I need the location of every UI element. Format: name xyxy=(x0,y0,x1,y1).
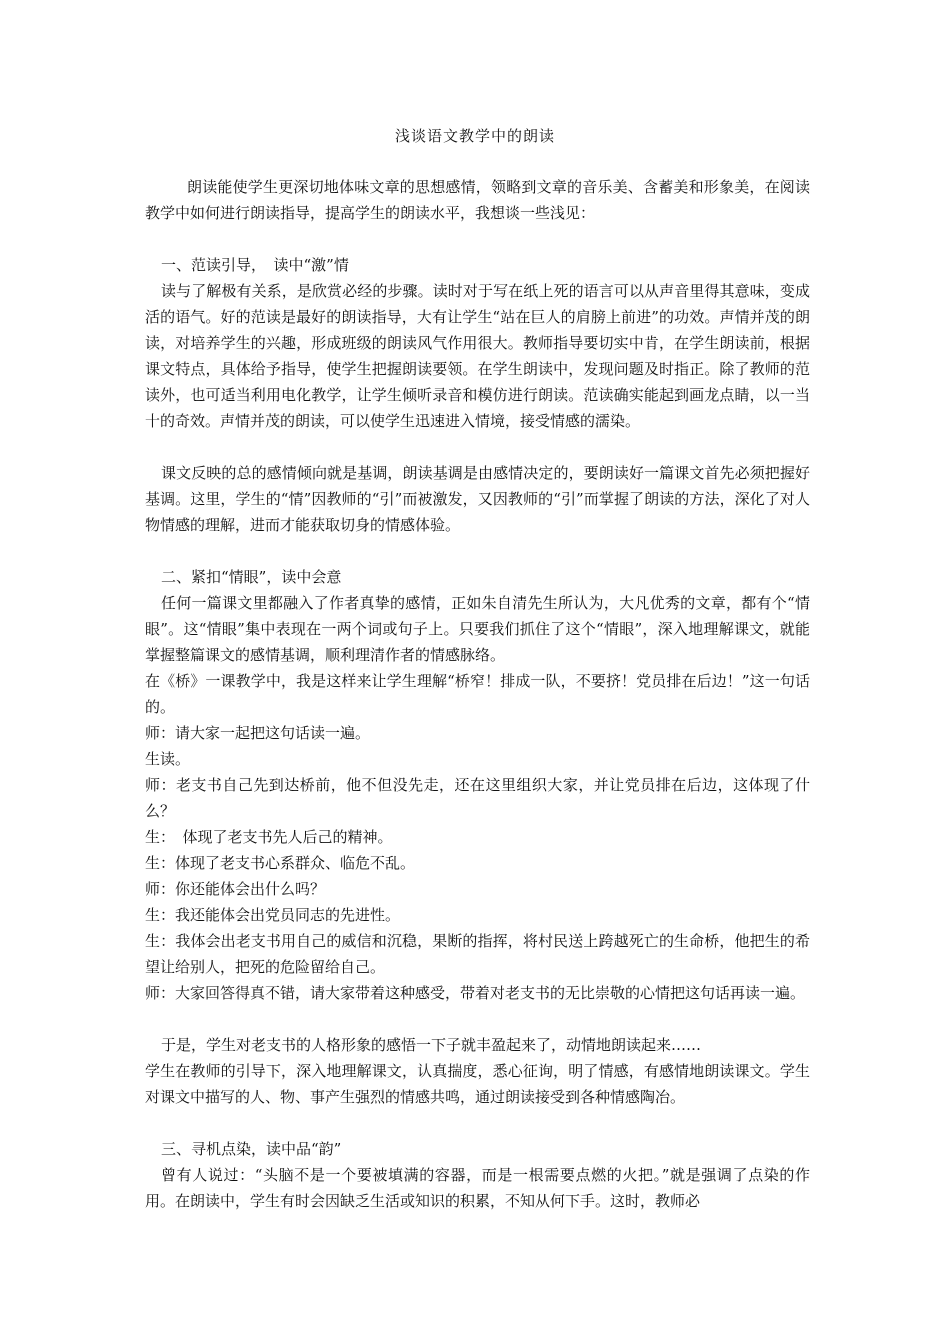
dialogue-line: 生：体现了老支书心系群众、临危不乱。 xyxy=(145,854,416,872)
dialogue-line: 师：大家回答得真不错，请大家带着这种感受，带着对老支书的无比崇敬的心情把这句话再读一遍。 xyxy=(145,984,806,1002)
spacer xyxy=(145,434,810,460)
dialogue-line: 生：我还能体会出党员同志的先进性。 xyxy=(145,906,401,924)
spacer xyxy=(145,538,810,564)
document-title: 浅谈语文教学中的朗读 xyxy=(394,127,555,145)
section3-paragraph-1: 曾有人说过：“头脑不是一个要被填满的容器，而是一根需要点燃的火把。”就是强调了点染的作用。在朗读中，学生有时会因缺乏生活或知识的积累，不知从何下手。这时，教师必 xyxy=(145,1166,810,1210)
section2-paragraph-2: 于是，学生对老支书的人格形象的感悟一下子就丰盈起来了，动情地朗读起来…… xyxy=(161,1036,702,1054)
dialogue-line: 师：你还能体会出什么吗？ xyxy=(145,880,326,898)
dialogue-line: 在《桥》一课教学中，我是这样来让学生理解“桥窄！排成一队，不要挤！党员排在后边！”这一句话的。 xyxy=(145,672,810,716)
document-body xyxy=(145,174,810,1214)
intro-paragraph: 朗读能使学生更深切地体味文章的思想感情，领略到文章的音乐美、含蓄美和形象美，在阅读教学中如何进行朗读指导，提高学生的朗读水平，我想谈一些浅见： xyxy=(145,178,810,222)
section2-paragraph-1: 任何一篇课文里都融入了作者真挚的感情，正如朱自清先生所认为，大凡优秀的文章，都有个“情眼”。这“情眼”集中表现在一两个词或句子上。只要我们抓住了这个“情眼”，深入地理解课文，就能掌握整篇课文的感情基调，顺利理清作者的情感脉络。 xyxy=(145,594,810,664)
spacer xyxy=(145,1006,810,1032)
dialogue-line: 生： 体现了老支书先人后己的精神。 xyxy=(145,828,393,846)
dialogue-line: 师：请大家一起把这句话读一遍。 xyxy=(145,724,371,742)
section2-paragraph-3: 学生在教师的引导下，深入地理解课文，认真揣度，悉心征询，明了情感，有感情地朗读课文。学生对课文中描写的人、物、事产生强烈的情感共鸣，通过朗读接受到各种情感陶冶。 xyxy=(145,1062,810,1106)
dialogue-line: 生：我体会出老支书用自己的威信和沉稳，果断的指挥，将村民送上跨越死亡的生命桥，他把生的希望让给别人，把死的危险留给自己。 xyxy=(145,932,810,976)
section1-paragraph-1: 读与了解极有关系，是欣赏必经的步骤。读时对于写在纸上死的语言可以从声音里得其意味，变成活的语气。好的范读是最好的朗读指导，大有让学生“站在巨人的肩膀上前进”的功效。声情并茂的朗读，对培养学生的兴趣，形成班级的朗读风气作用很大。教师指导要切实中肯，在学生朗读前，根据课文特点，具体给予指导，使学生把握朗读要领。在学生朗读中，发现问题及时指正。除了教师的范读外，也可适当利用电化教学，让学生倾听录音和模仿进行朗读。范读确实能起到画龙点睛，以一当十的奇效。声情并茂的朗读，可以使学生迅速进入情境，接受情感的濡染。 xyxy=(145,282,810,430)
section3-heading: 三、寻机点染，读中品“韵” xyxy=(161,1140,342,1158)
section1-paragraph-2: 课文反映的总的感情倾向就是基调，朗读基调是由感情决定的，要朗读好一篇课文首先必须把握好基调。这里，学生的“情”因教师的“引”而被激发，又因教师的“引”而掌握了朗读的方法，深化了对人物情感的理解，进而才能获取切身的情感体验。 xyxy=(145,464,810,534)
spacer xyxy=(145,226,810,252)
spacer xyxy=(145,1110,810,1136)
dialogue-line: 师：老支书自己先到达桥前，他不但没先走，还在这里组织大家，并让党员排在后边，这体现了什么？ xyxy=(145,776,810,820)
dialogue-line: 生读。 xyxy=(145,750,191,768)
section2-heading: 二、紧扣“情眼”，读中会意 xyxy=(161,568,342,586)
section1-heading: 一、范读引导， 读中“激”情 xyxy=(161,256,349,274)
